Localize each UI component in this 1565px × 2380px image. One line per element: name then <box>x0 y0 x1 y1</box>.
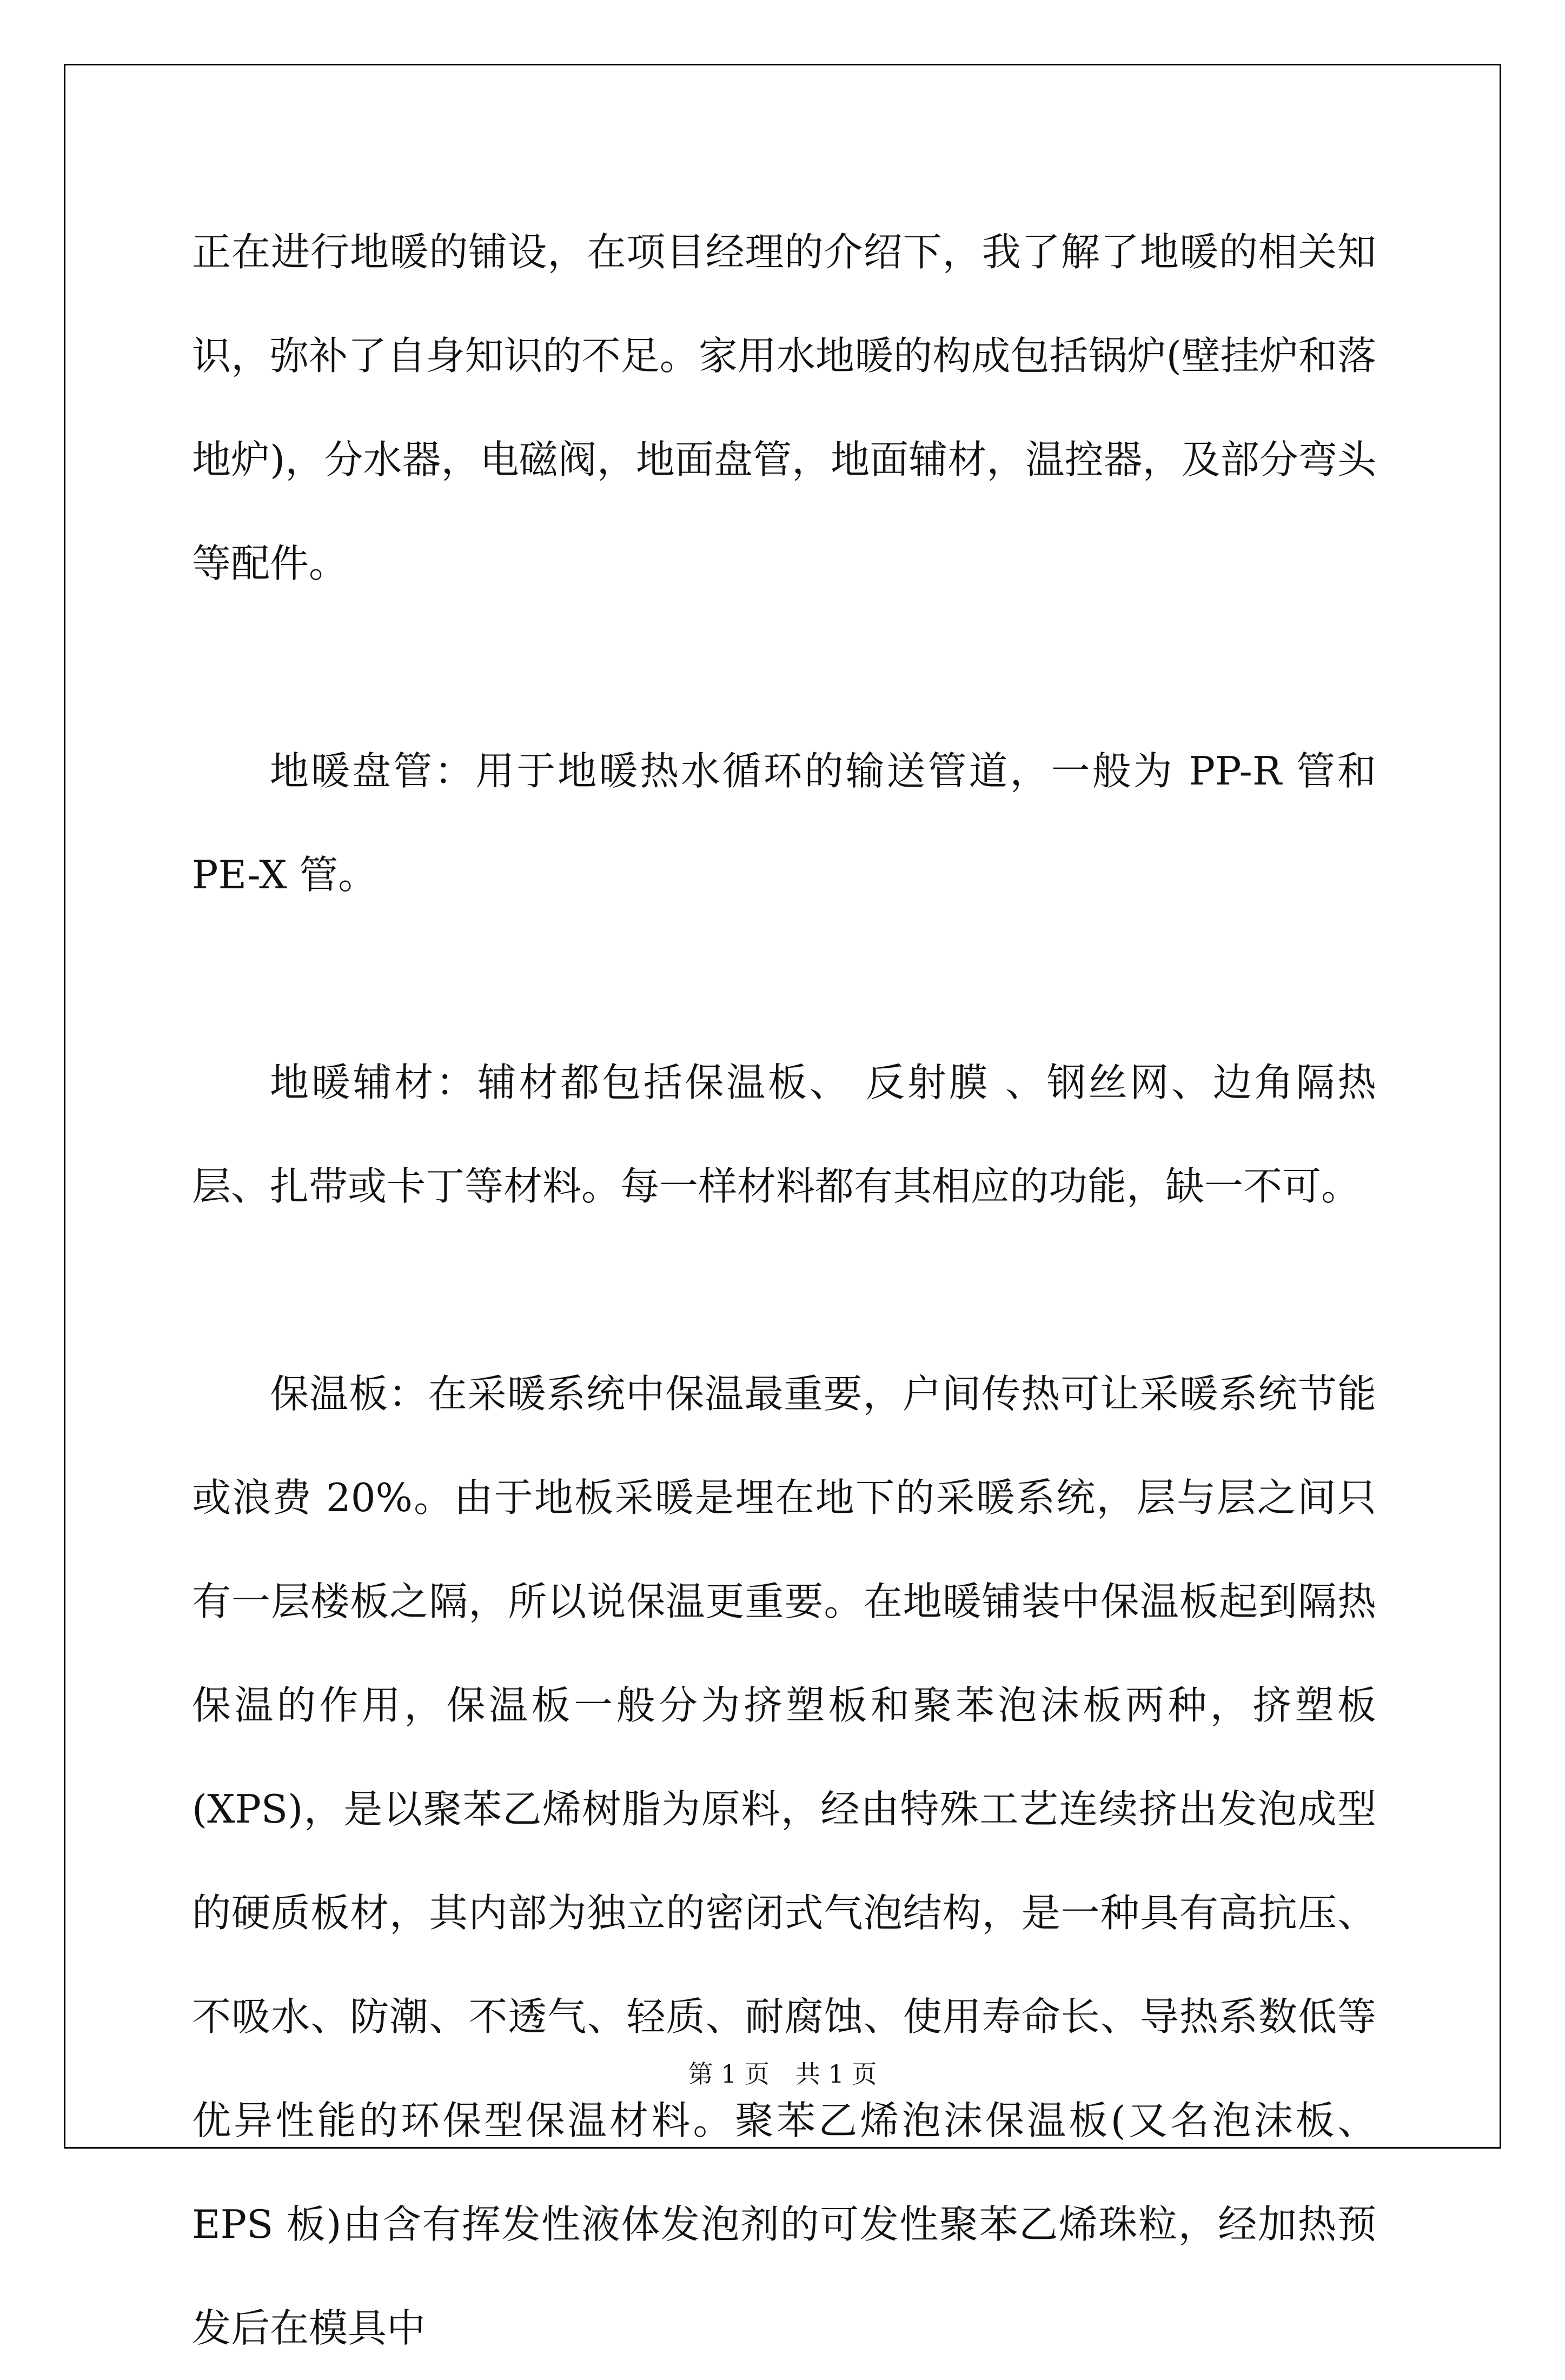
paragraph-coil-pipe: 地暖盘管：用于地暖热水循环的输送管道，一般为 PP-R 管和 PE-X 管。 <box>192 748 1376 898</box>
page-footer <box>0 2055 1565 2090</box>
page-total: 共 1 页 <box>795 2059 877 2089</box>
page-number: 第 1 页 <box>688 2059 770 2089</box>
document-body <box>192 200 1376 2380</box>
paragraph-insulation-board: 保温板：在采暖系统中保温最重要，户间传热可让采暖系统节能或浪费 20%。由于地板采暖是埋在地下的采暖系统，层与层之间只有一层楼板之隔，所以说保温更重要。在地暖铺装中保温板起到隔热保温的作用，保温板一般分为挤塑板和聚苯泡沫板两种，挤塑板(XPS)，是以聚苯乙烯树脂为原料，经由特殊工艺连续挤出发泡成型的硬质板材，其内部为独立的密闭式气泡结构，是一种具有高抗压、不吸水、防潮、不透气、轻质、耐腐蚀、使用寿命长、导热系数低等优异性能的环保型保温材料。聚苯乙烯泡沫保温板(又名泡沫板、EPS 板)由含有挥发性液体发泡剂的可发性聚苯乙烯珠粒，经加热预发后在模具中 <box>192 1371 1376 2351</box>
paragraph-intro: 正在进行地暖的铺设，在项目经理的介绍下，我了解了地暖的相关知识，弥补了自身知识的不足。家用水地暖的构成包括锅炉(壁挂炉和落地炉)，分水器，电磁阀，地面盘管，地面辅材，温控器，及部分弯头等配件。 <box>192 229 1376 586</box>
paragraph-auxiliary-materials: 地暖辅材：辅材都包括保温板、 反射膜 、钢丝网、边角隔热层、扎带或卡丁等材料。每一样材料都有其相应的功能，缺一不可。 <box>192 1060 1376 1209</box>
